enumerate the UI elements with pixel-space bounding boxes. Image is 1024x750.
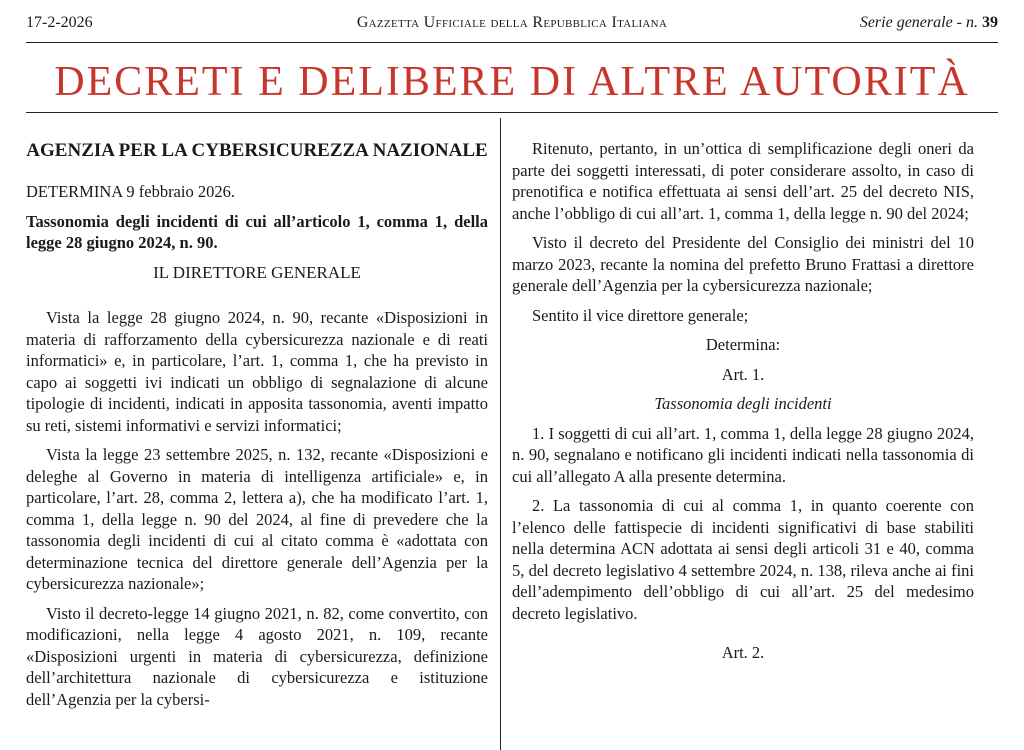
determina-subject: Tassonomia degli incidenti di cui all’articolo 1, comma 1, della legge 28 giugno 2024, n. 90.	[26, 211, 488, 252]
article-number: Art. 1.	[721, 364, 765, 384]
article-title: Tassonomia degli incidenti	[654, 394, 832, 413]
paragraph: Ritenuto, pertanto, in un’ottica di semplificazione degli oneri da parte dei soggetti interessati, di poter considerare assolto, in caso di prenotifica e notifica effettuata ai sensi dell’art. 25 del decreto NIS, anche l’obbligo di cui all’art. 1, comma 1, della legge n. 90 del 2024;	[512, 139, 974, 223]
left-column	[26, 138, 488, 718]
article-paragraph: 1. I soggetti di cui all’art. 1, comma 1, della legge 28 giugno 2024, n. 90, segnalano e notificano gli incidenti indicati nella tassonomia di cui all’allegato A alla presente determina.	[512, 423, 974, 486]
right-column	[512, 138, 974, 672]
paragraph: Visto il decreto-legge 14 giugno 2021, n. 82, come convertito, con modificazioni, nella legge 4 agosto 2021, n. 109, recante «Disposizioni urgenti in materia di cybersicurezza, definizione dell’architettura nazionale di cybersicurezza e istituzione dell’Agenzia per la cybersi-	[26, 603, 488, 709]
column-divider	[500, 118, 501, 750]
article-paragraph: 2. La tassonomia di cui al comma 1, in quanto coerente con l’elenco delle fattispecie di incidenti significativi di base stabiliti nella determina ACN adottata ai sensi degli articoli 31 e 40, comma 5, del decreto legislativo 4 settembre 2024, n. 138, rileva anche ai fini dell’adempimento dell’obbligo di cui all’art. 25 del medesimo decreto legislativo.	[512, 496, 974, 623]
director-heading: IL DIRETTORE GENERALE	[153, 262, 361, 282]
issue-number: 39	[982, 14, 998, 31]
header-rule	[26, 42, 998, 43]
section-rule	[26, 112, 998, 113]
determina-date: DETERMINA 9 febbraio 2026.	[26, 182, 235, 201]
paragraph: Vista la legge 23 settembre 2025, n. 132, recante «Disposizioni e deleghe al Governo in materia di intelligenza artificiale» e, in particolare, l’art. 28, comma 2, lettera a), che ha modificato l’art. 1, comma 1, della legge n. 90 del 2024, al fine di prevedere che la tassonomia degli incidenti di cui al citato comma è «adottata con determinazione tecnica del direttore generale dell’Agenzia per la cybersicurezza nazionale»;	[26, 445, 488, 593]
determina-heading: Determina:	[705, 335, 781, 354]
paragraph: Sentito il vice direttore generale;	[532, 305, 749, 325]
section-title: DECRETI E DELIBERE DI ALTRE AUTORITÀ	[54, 59, 970, 105]
running-head	[26, 14, 998, 36]
series-label: Serie generale - n.	[859, 14, 978, 31]
issue-date: 17-2-2026	[26, 14, 93, 31]
article-number: Art. 2.	[721, 643, 765, 662]
gazette-name: Gazzetta Ufficiale della Repubblica Italiana	[356, 14, 668, 31]
paragraph: Vista la legge 28 giugno 2024, n. 90, recante «Disposizioni in materia di rafforzamento della cybersicurezza nazionale e di reati informatici» e, in particolare, l’art. 1, comma 1, che ha previsto in capo ai soggetti ivi indicati un obbligo di segnalazione di alcune tipologie di incidenti, indicati in apposita tassonomia, aventi impatto su reti, sistemi informativi e servizi informatici;	[26, 308, 488, 435]
series-info	[860, 14, 998, 32]
agency-name: AGENZIA PER LA CYBERSICUREZZA NAZIONALE	[26, 140, 488, 161]
paragraph: Visto il decreto del Presidente del Consiglio dei ministri del 10 marzo 2023, recante la nomina del prefetto Bruno Frattasi a direttore generale dell’Agenzia per la cybersicurezza nazionale;	[512, 233, 974, 295]
